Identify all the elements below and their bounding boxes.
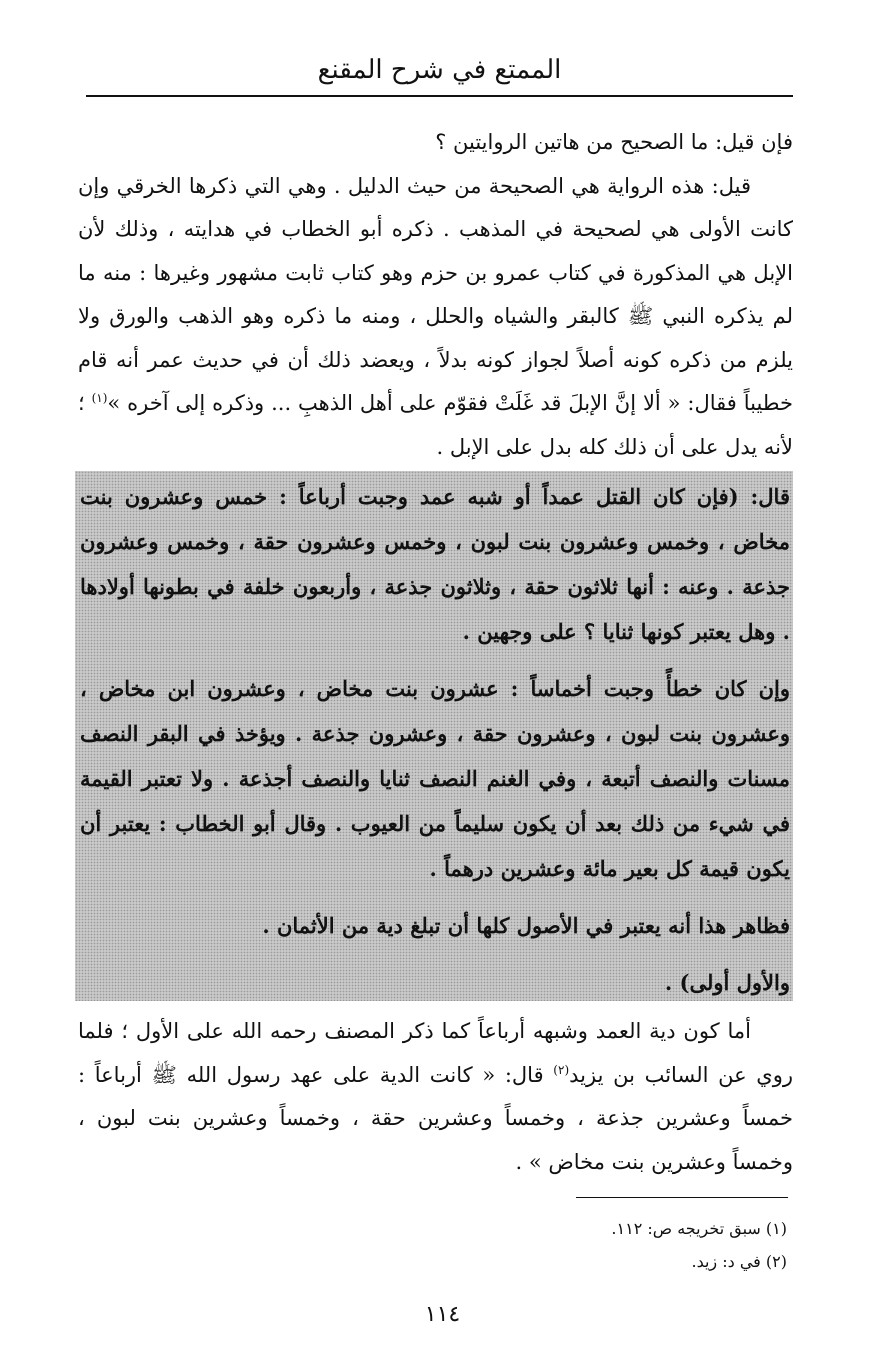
answer-text: قيل: هذه الرواية هي الصحيحة من حيث الدليل . وهي التي ذكرها الخرقي وإن كانت الأولى هي لصحيحة في المذهب . ذكره أبو الخطاب في هدايته ، وذلك لأن الإبل هي المذكورة في كتاب عمرو بن حزم وهو كتاب ثابت مشهور وغيرها : منه ما لم يذكره النبي ﷺ كالبقر والشياه والحلل ، ومنه ما ذكره وهو الذهب والورق ولا يلزم من ذكره كونه أصلاً لجواز كونه بدلاً ، ويعضد ذلك أن في حديث عمر أنه قام خطيباً فقال: « ألا إنَّ الإبلَ قد غَلَتْ فقوّم على أهل الذهبِ ... وذكره إلى آخره »: [78, 173, 793, 415]
question-paragraph: فإن قيل: ما الصحيح من هاتين الروايتين ؟: [435, 130, 793, 154]
footnote-ref-1: (١): [91, 391, 108, 405]
matn-paragraph-4: والأول أولى) .: [664, 970, 790, 995]
matn-text: [80, 474, 790, 1005]
commentary-top: [78, 121, 793, 469]
footnote-2: (٢) في د: زيد.: [691, 1252, 787, 1271]
footnote-rule: [576, 1197, 788, 1198]
footnotes: [187, 1212, 787, 1278]
commentary-bottom: [78, 1010, 793, 1184]
sharh-tail: قال: « كانت الدية على عهد رسول الله ﷺ أرباعاً : خمساً وعشرين جذعة ، وخمساً وعشرين حقة ، وخمساً وعشرين بنت لبون ، وخمساً وعشرين بنت مخاض » .: [78, 1062, 793, 1174]
header-rule: [86, 95, 793, 97]
running-head-title: الممتع في شرح المقنع: [317, 55, 562, 85]
answer-paragraph: [78, 165, 793, 470]
footnote-1: (١) سبق تخريجه ص: ١١٢.: [611, 1219, 787, 1238]
answer-tail: ؛ لأنه يدل على أن ذلك كله بدل على الإبل .: [78, 391, 793, 459]
matn-paragraph-1: قال: (فإن كان القتل عمداً أو شبه عمد وجبت أرباعاً : خمس وعشرون بنت مخاض ، وخمس وعشرون بنت لبون ، وخمس وعشرون حقة ، وخمس وعشرون جذعة . وعنه : أنها ثلاثون حقة ، وثلاثون جذعة ، وأربعون خلفة في بطونها أولادها . وهل يعتبر كونها ثنايا ؟ على وجهين .: [80, 484, 790, 644]
page-number: ١١٤: [424, 1302, 461, 1327]
matn-paragraph-2: وإن كان خطأً وجبت أخماساً : عشرون بنت مخاض ، وعشرون ابن مخاض ، وعشرون بنت لبون ، وعشرون حقة ، وعشرون جذعة . ويؤخذ في البقر النصف مسنات والنصف أتبعة ، وفي الغنم النصف ثنايا والنصف أجذعة . ولا تعتبر القيمة في شيء من ذلك بعد أن يكون سليماً من العيوب . وقال أبو الخطاب : يعتبر أن يكون قيمة كل بعير مائة وعشرين درهماً .: [80, 676, 790, 881]
sharh-paragraph: [78, 1010, 793, 1184]
footnote-ref-2: (٢): [553, 1062, 570, 1077]
matn-paragraph-3: فظاهر هذا أنه يعتبر في الأصول كلها أن تبلغ دية من الأثمان .: [262, 913, 790, 938]
sharh-text: أما كون دية العمد وشبهه أرباعاً كما ذكر المصنف رحمه الله على الأول ؛ فلما روي عن السائب بن يزيد: [78, 1019, 793, 1087]
